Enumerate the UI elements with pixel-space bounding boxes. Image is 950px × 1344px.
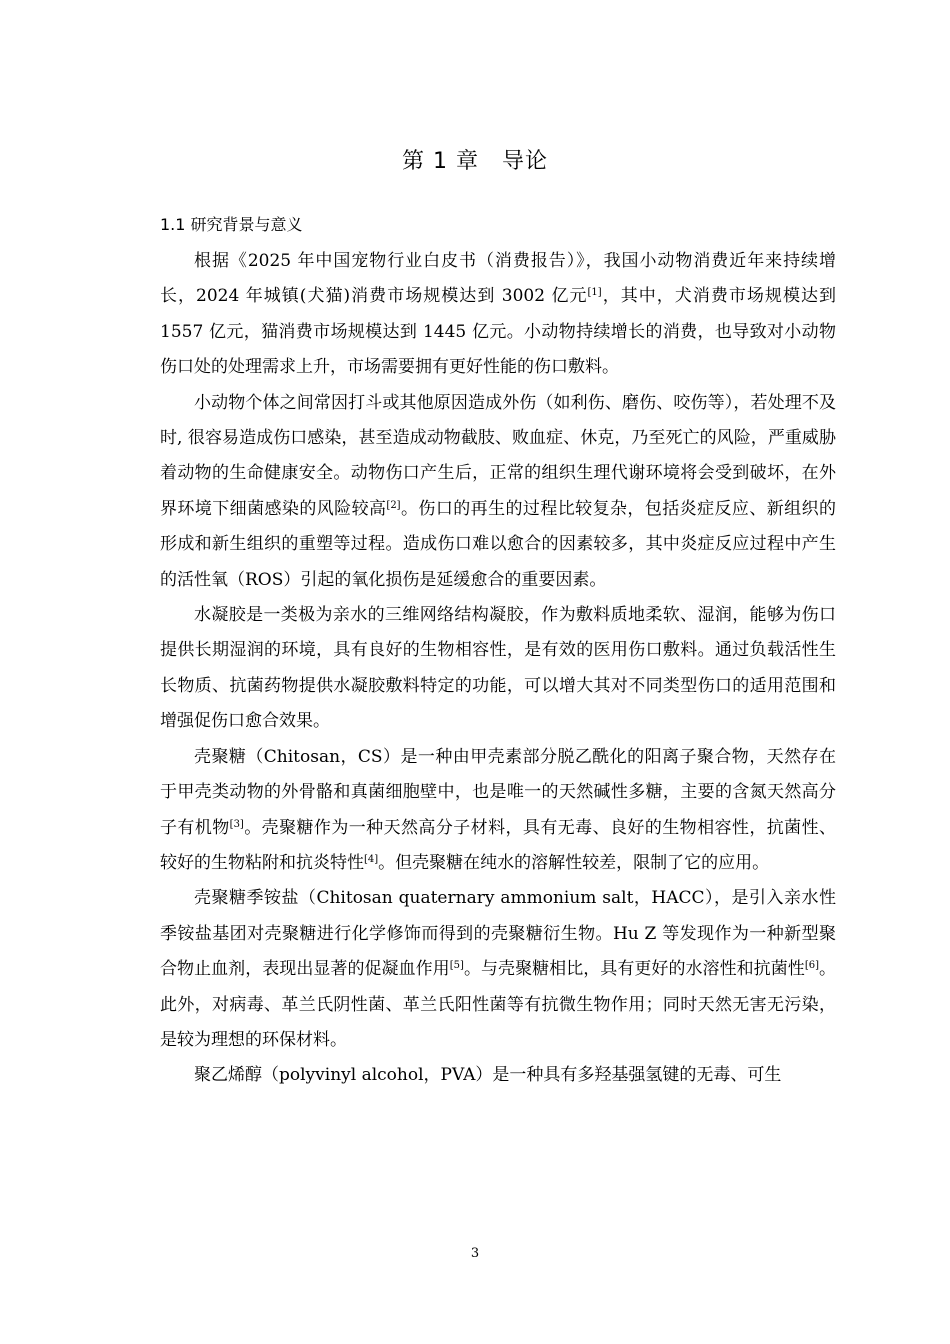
paragraph-chitosan bbox=[160, 740, 836, 882]
citation-ref[interactable]: [5] bbox=[449, 960, 464, 972]
body-text bbox=[160, 244, 836, 1094]
paragraph-hacc bbox=[160, 881, 836, 1058]
paragraph-pva bbox=[160, 1058, 836, 1093]
paragraph-text: 。此外，对病毒、革兰氏阴性菌、革兰氏阳性菌等有抗微生物作用；同时天然无害无污染，是较为理想的环保材料。 bbox=[160, 959, 837, 1050]
page-number: 3 bbox=[470, 1246, 480, 1261]
paragraph-text: 。但壳聚糖在纯水的溶解性较差，限制了它的应用。 bbox=[378, 852, 770, 873]
citation-ref[interactable]: [1] bbox=[587, 287, 602, 299]
section-heading: 1.1 研究背景与意义 bbox=[160, 215, 303, 234]
paragraph-text: 壳聚糖季铵盐（Chitosan quaternary ammonium salt，HACC），是引入亲水性季铵盐基团对壳聚糖进行化学修饰而得到的壳聚糖衍生物。Hu Z 等发现作为一种新型聚合物止血剂，表现出显著的促凝血作用 bbox=[160, 888, 836, 980]
paragraph-wound-infection bbox=[160, 386, 836, 598]
paragraph-text: 小动物个体之间常因打斗或其他原因造成外伤（如利伤、磨伤、咬伤等），若处理不及时, 很容易造成伤口感染，甚至造成动物截肢、败血症、休克，乃至死亡的风险，严重威胁着动物的生命健康安全。动物伤口产生后，正常的组织生理代谢环境将会受到破坏，在外界环境下细菌感染的风险较高 bbox=[160, 392, 836, 519]
citation-ref[interactable]: [4] bbox=[364, 853, 379, 865]
citation-ref[interactable]: [2] bbox=[386, 499, 401, 511]
paragraph-pet-market bbox=[160, 244, 836, 386]
paragraph-hydrogel bbox=[160, 598, 836, 740]
paragraph-text: 根据《2025 年中国宠物行业白皮书（消费报告）》，我国小动物消费近年来持续增长，2024 年城镇(犬猫)消费市场规模达到 3002 亿元 bbox=[160, 251, 836, 307]
paragraph-text: 。伤口的再生的过程比较复杂，包括炎症反应、新组织的形成和新生组织的重塑等过程。造成伤口难以愈合的因素较多，其中炎症反应过程中产生的活性氧（ROS）引起的氧化损伤是延缓愈合的重要因素。 bbox=[160, 498, 837, 590]
paragraph-text: 壳聚糖（Chitosan，CS）是一种由甲壳素部分脱乙酰化的阳离子聚合物，天然存在于甲壳类动物的外骨骼和真菌细胞壁中，也是唯一的天然碱性多糖，主要的含氮天然高分子有机物 bbox=[160, 746, 836, 838]
paragraph-text: ，其中，犬消费市场规模达到 1557 亿元，猫消费市场规模达到 1445 亿元。小动物持续增长的消费，也导致对小动物伤口处的处理需求上升，市场需要拥有更好性能的伤口敷料。 bbox=[160, 286, 836, 378]
citation-ref[interactable]: [6] bbox=[804, 960, 819, 972]
paragraph-text: 聚乙烯醇（polyvinyl alcohol，PVA）是一种具有多羟基强氢键的无毒、可生 bbox=[194, 1065, 782, 1086]
paragraph-text: 。与壳聚糖相比，具有更好的水溶性和抗菌性 bbox=[463, 959, 805, 980]
paragraph-text: 水凝胶是一类极为亲水的三维网络结构凝胶，作为敷料质地柔软、湿润，能够为伤口提供长期湿润的环境，具有良好的生物相容性，是有效的医用伤口敷料。通过负载活性生长物质、抗菌药物提供水凝胶敷料特定的功能，可以增大其对不同类型伤口的适用范围和增强促伤口愈合效果。 bbox=[160, 605, 836, 732]
citation-ref[interactable]: [3] bbox=[229, 818, 244, 830]
chapter-title: 第 1 章 导论 bbox=[402, 149, 548, 174]
paragraph-text: 。壳聚糖作为一种天然高分子材料，具有无毒、良好的生物相容性，抗菌性、较好的生物粘附和抗炎特性 bbox=[160, 817, 837, 873]
